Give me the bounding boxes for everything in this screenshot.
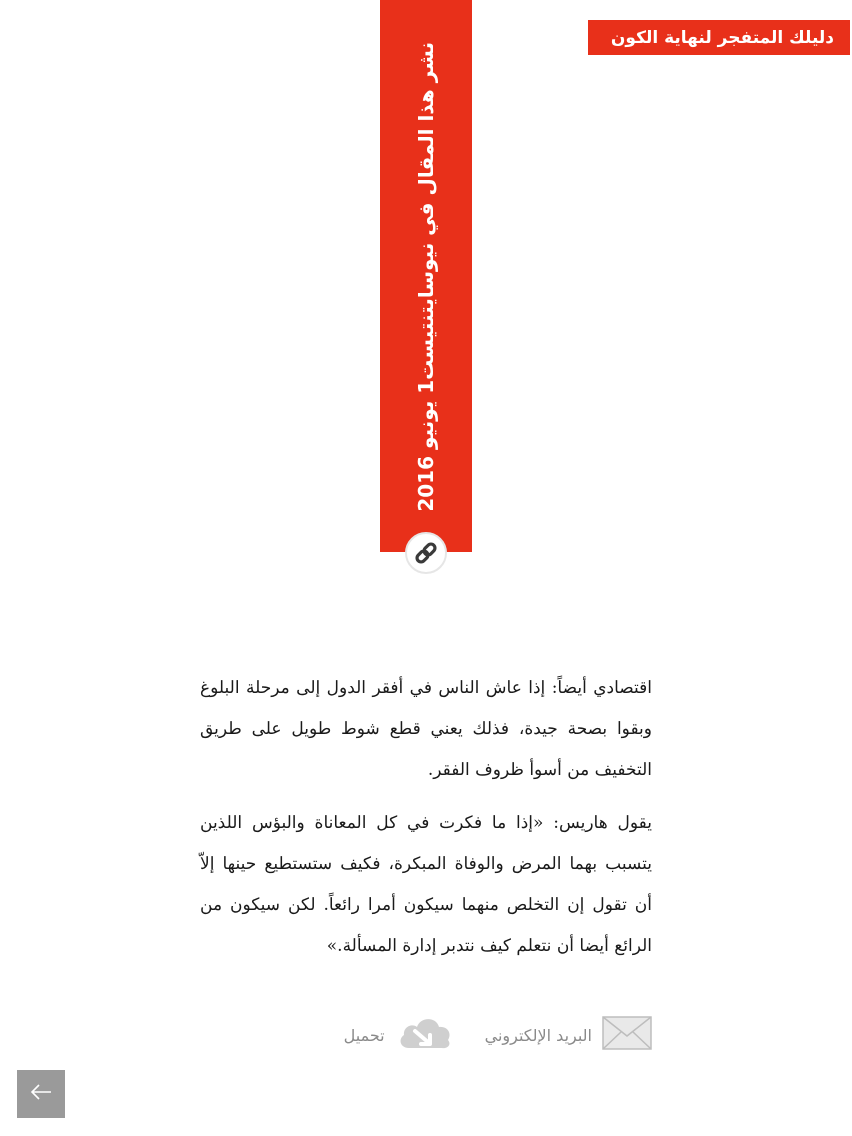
share-bar [300, 1010, 652, 1060]
cloud-download-icon [395, 1012, 455, 1058]
series-title-badge [588, 20, 850, 55]
link-icon[interactable] [405, 532, 447, 574]
series-title: دليلك المتفجر لنهاية الكون [610, 27, 834, 48]
back-button[interactable] [17, 1070, 65, 1118]
download-button[interactable] [344, 1012, 455, 1058]
article-paragraph: يقول هاريس: «إذا ما فكرت في كل المعاناة والبؤس اللذين يتسبب بهما المرض والوفاة المبكرة، فكيف ستستطيع حينها إلاّ أن تقول إن التخلص منهما سيكون أمرا رائعاً. لكن سيكون من الرائع أيضا أن نتعلم كيف نتدبر إدارة المسألة.» [200, 813, 652, 956]
arrow-left-icon [30, 1083, 52, 1105]
published-label: نشر هذا المقال في نيوسايتنتيست [414, 42, 438, 380]
email-share-label: البريد الإلكتروني [484, 1025, 592, 1045]
download-label: تحميل [343, 1025, 385, 1045]
email-share-button[interactable] [485, 1016, 652, 1054]
envelope-icon [602, 1016, 652, 1054]
article-body [200, 668, 652, 979]
published-date: 1 يونيو 2016 [414, 379, 438, 512]
article-paragraph: اقتصادي أيضاً: إذا عاش الناس في أفقر الدول إلى مرحلة البلوغ وبقوا بصحة جيدة، فذلك يعني قطع شوط طويل على طريق التخفيف من أسوأ ظروف الفقر. [200, 678, 652, 780]
publication-meta [380, 0, 472, 552]
